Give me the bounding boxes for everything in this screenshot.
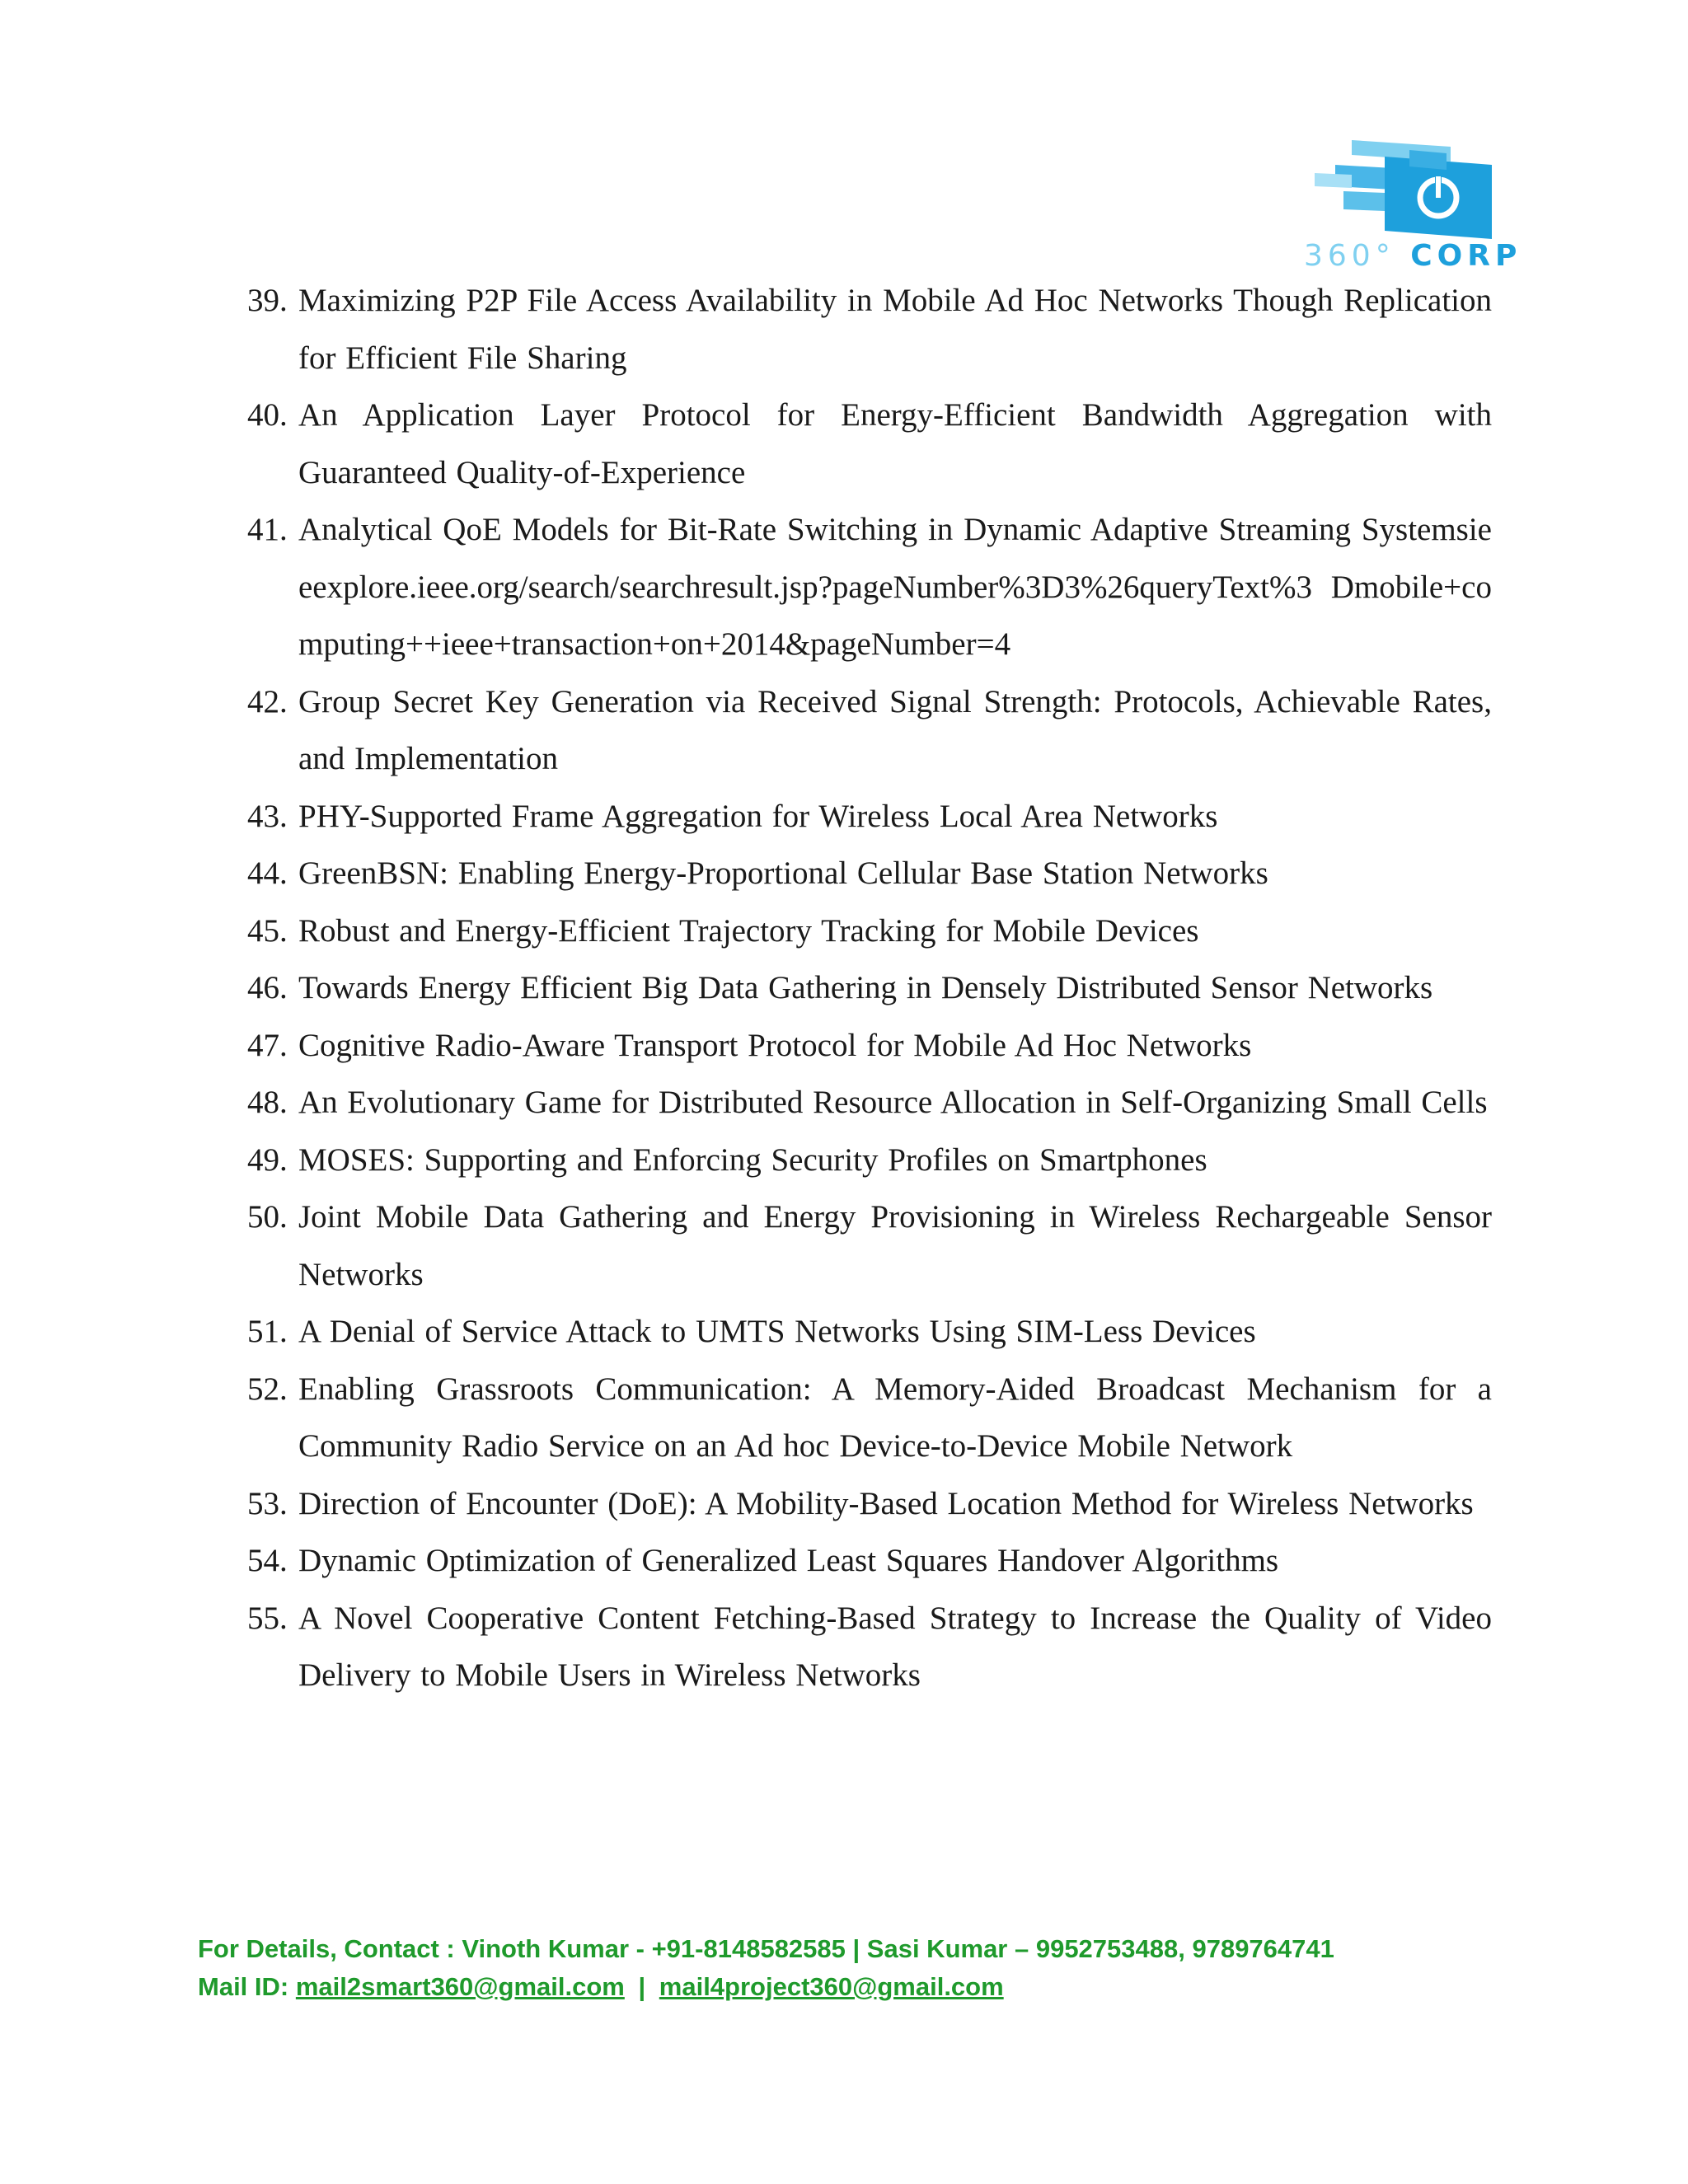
item-text: Dynamic Optimization of Generalized Least Squares Handover Algorithms	[298, 1543, 1279, 1578]
item-text: Enabling Grassroots Communication: A Memory-Aided Broadcast Mechanism for a Community Radio Service on an Ad hoc Device-to-Device Mobile Network	[298, 1371, 1492, 1464]
list-item	[247, 272, 1492, 387]
contact-footer	[198, 1930, 1517, 2006]
list-item	[247, 1475, 1492, 1533]
item-text: Joint Mobile Data Gathering and Energy Provisioning in Wireless Rechargeable Sensor Networks	[298, 1199, 1492, 1292]
item-text: PHY-Supported Frame Aggregation for Wireless Local Area Networks	[298, 798, 1218, 834]
item-number: 41.	[247, 512, 288, 547]
item-text: Towards Energy Efficient Big Data Gathering in Densely Distributed Sensor Networks	[298, 970, 1433, 1005]
item-text: Robust and Energy-Efficient Trajectory Tracking for Mobile Devices	[298, 912, 1199, 949]
mail-line	[198, 1968, 1517, 2006]
email-separator: |	[638, 1972, 646, 2001]
item-text: Cognitive Radio-Aware Transport Protocol for Mobile Ad Hoc Networks	[298, 1027, 1252, 1063]
item-number: 46.	[247, 970, 288, 1005]
item-number: 49.	[247, 1141, 288, 1178]
list-item	[247, 1303, 1492, 1361]
item-number: 54.	[247, 1543, 288, 1578]
item-text: A Denial of Service Attack to UMTS Networks Using SIM-Less Devices	[298, 1314, 1256, 1349]
item-number: 42.	[247, 683, 288, 719]
item-text: Maximizing P2P File Access Availability in Mobile Ad Hoc Networks Though Replication for Efficient File Sharing	[298, 283, 1492, 376]
item-text: An Evolutionary Game for Distributed Resource Allocation in Self-Organizing Small Cells	[298, 1085, 1488, 1120]
item-text: An Application Layer Protocol for Energy-Efficient Bandwidth Aggregation with Guaranteed Quality-of-Experience	[298, 397, 1492, 490]
list-item	[247, 1074, 1492, 1132]
item-text: A Novel Cooperative Content Fetching-Based Strategy to Increase the Quality of Video Delivery to Mobile Users in Wireless Networks	[298, 1600, 1492, 1693]
list-item	[247, 1132, 1492, 1189]
item-number: 44.	[247, 855, 288, 891]
list-item	[247, 387, 1492, 501]
list-item	[247, 1361, 1492, 1475]
list-item	[247, 1188, 1492, 1303]
item-number: 40.	[247, 397, 288, 433]
item-number: 45.	[247, 912, 288, 949]
logo-text-360: 360°	[1304, 239, 1395, 273]
item-number: 48.	[247, 1085, 288, 1120]
item-text: Direction of Encounter (DoE): A Mobility-Based Location Method for Wireless Networks	[298, 1485, 1474, 1521]
list-item	[247, 501, 1492, 673]
item-number: 53.	[247, 1485, 288, 1521]
list-item	[247, 845, 1492, 902]
item-number: 52.	[247, 1371, 288, 1407]
list-item	[247, 1590, 1492, 1704]
list-item	[247, 959, 1492, 1017]
mail-label: Mail ID:	[198, 1972, 289, 2001]
email-link-1[interactable]: mail2smart360@gmail.com	[295, 1972, 625, 2001]
item-text: Analytical QoE Models for Bit-Rate Switching in Dynamic Adaptive Streaming Systemsieeexplore.ieee.org/search/searchresult.jsp?pageNumber%3D3%26queryText%3 Dmobile+computing++ieee+transaction+on+2014&pageNumber=4	[298, 512, 1492, 662]
item-text: GreenBSN: Enabling Energy-Proportional Cellular Base Station Networks	[298, 855, 1268, 891]
item-number: 39.	[247, 283, 288, 318]
list-item	[247, 673, 1492, 788]
project-title-list	[247, 272, 1492, 1704]
item-number: 50.	[247, 1199, 288, 1235]
list-item	[247, 902, 1492, 960]
item-text: MOSES: Supporting and Enforcing Security Profiles on Smartphones	[298, 1141, 1207, 1178]
item-text: Group Secret Key Generation via Received Signal Strength: Protocols, Achievable Rates, and Implementation	[298, 683, 1492, 776]
item-number: 43.	[247, 798, 288, 834]
item-number: 51.	[247, 1314, 288, 1349]
list-item	[247, 1532, 1492, 1590]
email-link-2[interactable]: mail4project360@gmail.com	[659, 1972, 1004, 2001]
logo-text-corp: CORP	[1410, 239, 1522, 273]
logo-wordmark	[1304, 239, 1522, 273]
contact-line: For Details, Contact : Vinoth Kumar - +91-8148582585 | Sasi Kumar – 9952753488, 9789764741	[198, 1934, 1334, 1963]
item-number: 55.	[247, 1600, 288, 1636]
item-number: 47.	[247, 1027, 288, 1063]
list-item	[247, 1017, 1492, 1075]
list-item	[247, 788, 1492, 846]
